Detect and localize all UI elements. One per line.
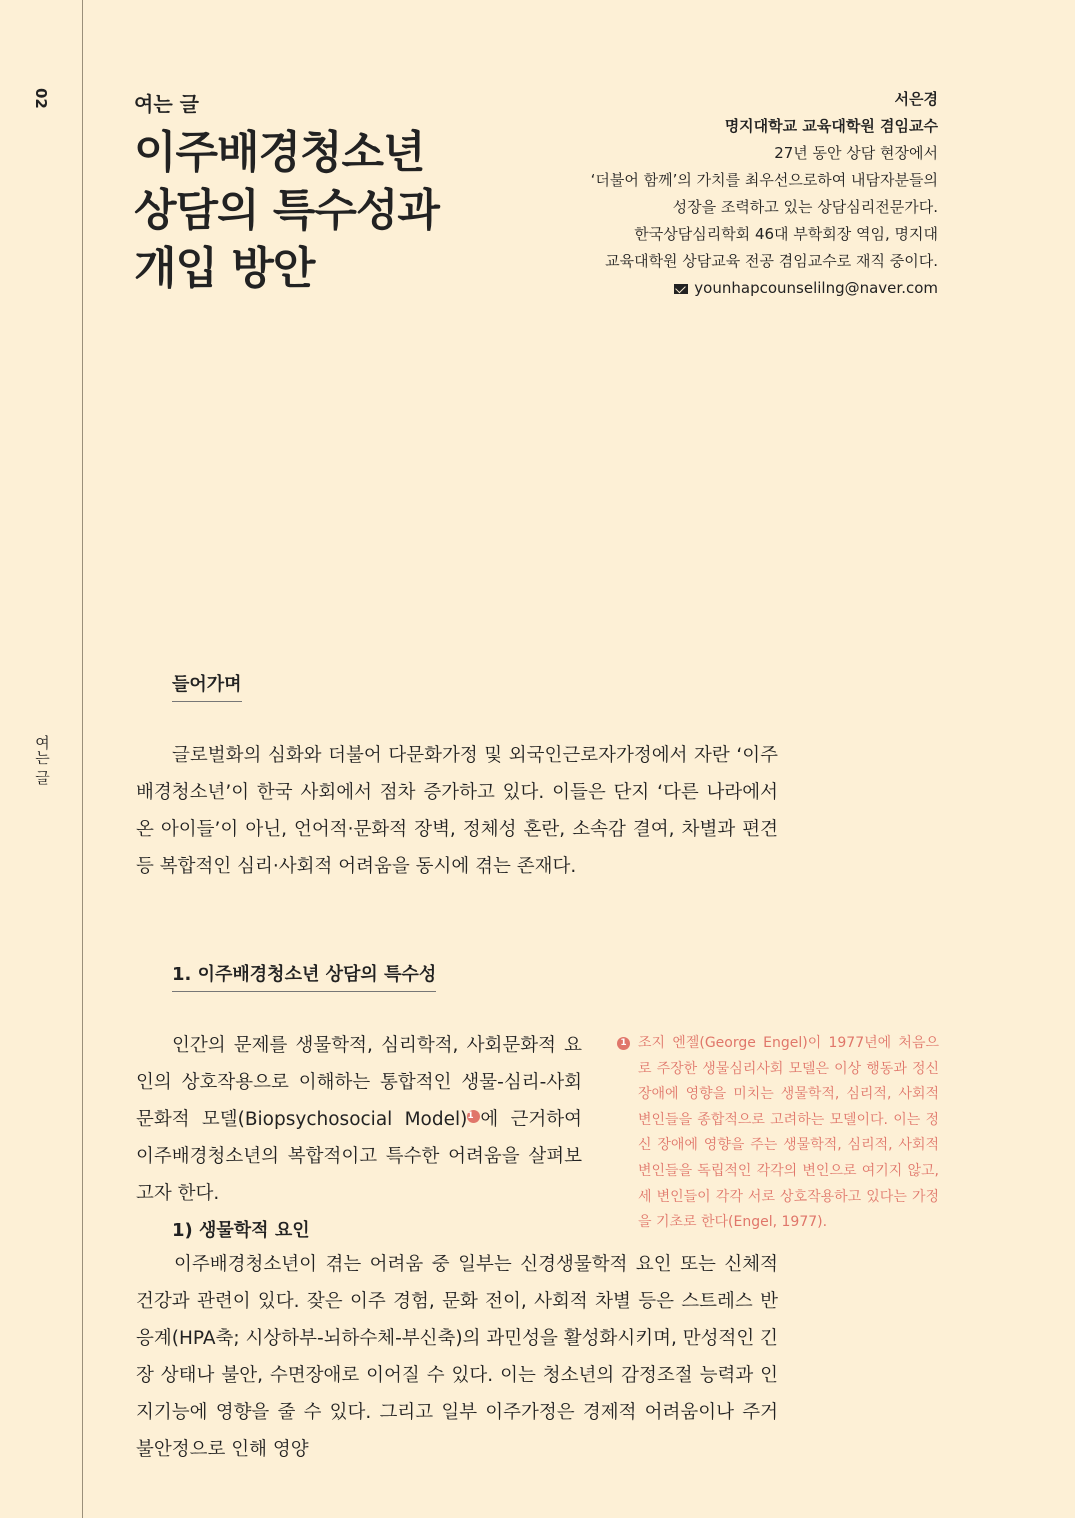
side-section-label: 여는 글	[33, 735, 51, 785]
author-bio-line: 성장을 조력하고 있는 상담심리전문가다.	[672, 198, 938, 216]
author-email[interactable]	[518, 275, 938, 302]
section1-text-b: 에 근거하여 이주배경청소년의 복합적이고 특수한 어려움을 살펴보고자 한다.	[136, 1109, 582, 1204]
margin-rule	[82, 0, 83, 1518]
footnote	[617, 1031, 939, 1236]
intro-paragraph	[136, 737, 778, 885]
title-line: 개입 방안	[134, 243, 315, 294]
page-number: 02	[32, 88, 50, 109]
subsection1-heading: 1) 생물학적 요인	[172, 1220, 310, 1241]
footnote-marker: 1	[617, 1037, 630, 1050]
author-bio-line: 27년 동안 상담 현장에서	[774, 144, 938, 162]
category-label: 여는 글	[134, 92, 199, 116]
title-line: 이주배경청소년	[134, 127, 425, 178]
title-line: 상담의 특수성과	[134, 185, 439, 236]
author-bio-line: 교육대학원 상담교육 전공 겸임교수로 재직 중이다.	[605, 252, 938, 270]
section1-text-a: 인간의 문제를 생물학적, 심리학적, 사회문화적 요인의 상호작용으로 이해하는 통합적인 생물-심리-사회문화적 모델(Biopsychosocial Model)	[136, 1035, 582, 1130]
page-title	[134, 124, 554, 298]
subsection1-text: 이주배경청소년이 겪는 어려움 중 일부는 신경생물학적 요인 또는 신체적 건강과 관련이 있다. 잦은 이주 경험, 문화 전이, 사회적 차별 등은 스트레스 반응계(HPA축; 시상하부-뇌하수체-부신축)의 과민성을 활성화시키며, 만성적인 긴장 상태나 불안, 수면장애로 이어질 수 있다. 이는 청소년의 감정조절 능력과 인지기능에 영향을 줄 수 있다. 그리고 일부 이주가정은 경제적 어려움이나 주거 불안정으로 인해 영양	[136, 1254, 778, 1460]
section1-paragraph	[136, 1027, 582, 1212]
subsection1-paragraph	[136, 1246, 778, 1468]
author-bio-line: 한국상담심리학회 46대 부학회장 역임, 명지대	[634, 225, 938, 243]
author-affiliation: 명지대학교 교육대학원 겸임교수	[724, 117, 938, 135]
intro-heading: 들어가며	[172, 670, 242, 702]
intro-text: 글로벌화의 심화와 더불어 다문화가정 및 외국인근로자가정에서 자란 ‘이주배경청소년’이 한국 사회에서 점차 증가하고 있다. 이들은 단지 ‘다른 나라에서 온 아이들’이 아닌, 언어적·문화적 장벽, 정체성 혼란, 소속감 결여, 차별과 편견 등 복합적인 심리·사회적 어려움을 동시에 겪는 존재다.	[136, 745, 778, 877]
author-block	[518, 86, 938, 302]
mail-icon	[674, 284, 688, 294]
footnote-text: 조지 엔젤(George Engel)이 1977년에 처음으로 주장한 생물심리사회 모델은 이상 행동과 정신 장애에 영향을 미치는 생물학적, 심리적, 사회적 변인들을 종합적으로 고려하는 모델이다. 이는 정신 장애에 영향을 주는 생물학적, 심리적, 사회적 변인들을 독립적인 각각의 변인으로 여기지 않고, 세 변인들이 각각 서로 상호작용하고 있다는 가정을 기초로 한다(Engel, 1977).	[638, 1035, 939, 1231]
author-name: 서은경	[894, 90, 938, 108]
section1-heading: 1. 이주배경청소년 상담의 특수성	[172, 960, 436, 992]
footnote-reference[interactable]: 1	[467, 1110, 480, 1123]
author-bio-line: ‘더불어 함께’의 가치를 최우선으로하여 내담자분들의	[590, 171, 938, 189]
author-email-text[interactable]: younhapcounselilng@naver.com	[694, 279, 938, 297]
